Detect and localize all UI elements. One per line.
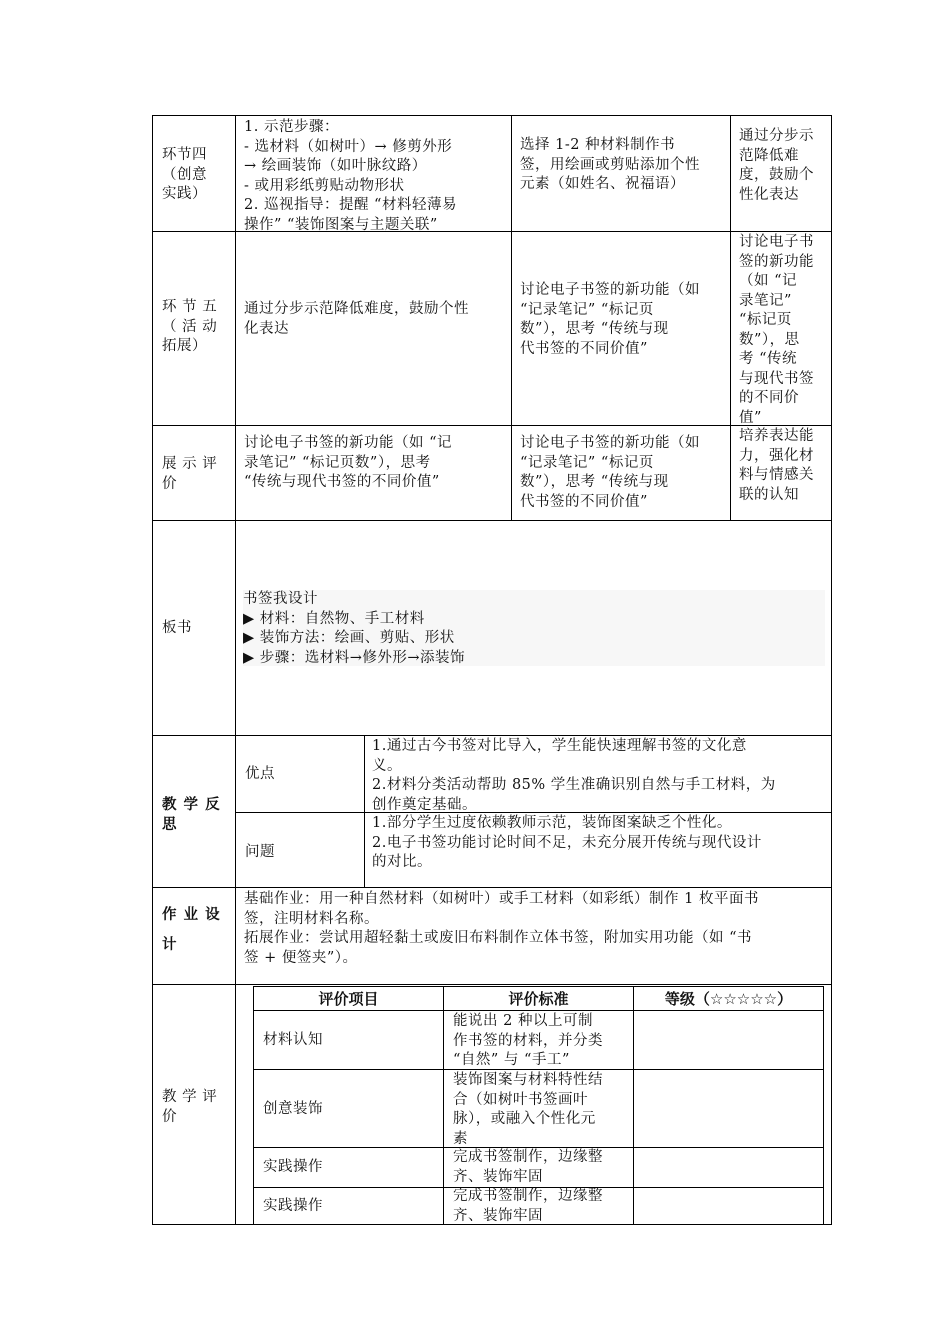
text-line: 教 学 评	[162, 1089, 218, 1105]
homework-label	[162, 900, 232, 960]
text-line: 料与情感关	[739, 467, 814, 483]
text-line: 讨论电子书签的新功能（如	[520, 435, 700, 451]
text-line: 价	[162, 1108, 177, 1125]
text-line: 1. 示范步骤：	[244, 119, 339, 135]
text-line: 数”），思	[739, 331, 800, 348]
board-item: ▶ 材料：自然物、手工材料	[243, 610, 425, 627]
text-line: 操作” “装饰图案与主题关联”	[244, 216, 438, 233]
text-line: 联的认知	[739, 486, 799, 503]
reflect-good	[372, 737, 827, 815]
text-line: 装饰图案与材料特性结	[453, 1072, 603, 1088]
step4-intent	[739, 127, 831, 205]
eval-item: 创意装饰	[263, 1101, 323, 1117]
text-line: - 选材料（如树叶）→ 修剪外形	[244, 138, 453, 155]
eval-item: 实践操作	[263, 1198, 323, 1214]
eval-header-grade: 等级（☆☆☆☆☆）	[664, 990, 793, 1008]
text-line: 素	[453, 1130, 468, 1147]
text-line: 计	[162, 937, 178, 953]
show-label	[162, 455, 232, 494]
reflect-good-label: 优点	[245, 766, 275, 782]
board-label: 板书	[162, 620, 192, 636]
text-line: 讨论电子书签的新功能（如	[520, 282, 700, 298]
text-line: 数”），思考 “传统与现	[520, 474, 669, 490]
text-line: 通过分步示	[739, 128, 814, 144]
step5-label	[162, 298, 232, 357]
text-line: 的对比。	[372, 854, 432, 870]
text-line: 作书签的材料，并分类	[453, 1032, 603, 1049]
text-line: 值”	[739, 409, 762, 426]
text-line: “记录笔记” “标记页	[520, 454, 654, 471]
text-line: 拓展）	[162, 338, 207, 354]
text-line: 拓展作业：尝试用超轻黏土或废旧布料制作立体书签，附加实用功能（如 “书	[244, 930, 753, 946]
text-line: 培养表达能	[739, 428, 814, 444]
text-line: 义。	[372, 757, 402, 774]
text-line: 教 学 反	[162, 797, 221, 813]
text-line: 齐、装饰牢固	[453, 1207, 543, 1224]
reflect-label	[162, 795, 232, 835]
text-line: 完成书签制作，边缘整	[453, 1149, 603, 1165]
eval-standard	[453, 1071, 631, 1149]
text-line: 通过分步示范降低难度，鼓励个性	[244, 301, 469, 317]
text-line: 讨论电子书	[739, 234, 814, 250]
text-line: 思	[162, 817, 178, 833]
text-line: 创作奠定基础。	[372, 796, 477, 813]
homework-content	[244, 890, 829, 968]
text-line: 脉），或融入个性化元	[453, 1111, 596, 1127]
board-item: ▶ 步骤：选材料→修外形→添装饰	[243, 649, 466, 666]
eval-standard	[453, 1012, 631, 1071]
board-title: 书签我设计	[243, 591, 318, 607]
text-line: 范降低难	[739, 147, 799, 164]
text-line: 合（如树叶书签画叶	[453, 1091, 588, 1108]
text-line: 完成书签制作，边缘整	[453, 1188, 603, 1204]
reflect-issue-label: 问题	[245, 844, 275, 860]
text-line: “自然” 与 “手工”	[453, 1052, 570, 1068]
text-line: 1.部分学生过度依赖教师示范，装饰图案缺乏个性化。	[372, 815, 732, 831]
text-line: 代书签的不同价值”	[520, 340, 648, 357]
text-line: 度，鼓励个	[739, 167, 814, 183]
text-line: 环节四	[162, 147, 207, 163]
text-line: 数”），思考 “传统与现	[520, 321, 669, 337]
text-line: “标记页	[739, 312, 792, 328]
reflect-issue	[372, 814, 827, 873]
text-line: 齐、装饰牢固	[453, 1168, 543, 1185]
text-line: 基础作业：用一种自然材料（如树叶）或手工材料（如彩纸）制作 1 枚平面书	[244, 891, 759, 907]
text-line: 作 业 设	[162, 907, 221, 923]
step4-teacher-activity	[244, 118, 510, 235]
eval-item: 实践操作	[263, 1159, 323, 1175]
text-line: 元素（如姓名、祝福语）	[520, 176, 685, 192]
show-student-activity	[520, 434, 728, 512]
eval-header-item: 评价项目	[318, 990, 379, 1008]
text-line: 能说出 2 种以上可制	[453, 1013, 593, 1029]
text-line: （ 活 动	[162, 318, 218, 335]
step5-intent	[739, 233, 831, 428]
text-line: 实践）	[162, 186, 207, 202]
text-line: 录笔记” “标记页数”），思考	[244, 454, 431, 471]
text-line: → 绘画装饰（如叶脉纹路）	[244, 158, 427, 174]
step5-student-activity	[520, 281, 728, 359]
board-item: ▶ 装饰方法：绘画、剪贴、形状	[243, 630, 455, 646]
text-line: 的不同价	[739, 390, 799, 406]
step4-label	[162, 146, 232, 205]
text-line: （如 “记	[739, 273, 798, 289]
text-line: 环 节 五	[162, 299, 218, 315]
text-line: 性化表达	[739, 186, 799, 203]
show-teacher-activity	[244, 434, 510, 493]
text-line: 签的新功能	[739, 253, 814, 270]
eval-header-standard: 评价标准	[508, 990, 569, 1008]
text-line: 录笔记”	[739, 292, 792, 309]
text-line: “记录笔记” “标记页	[520, 301, 654, 318]
text-line: 代书签的不同价值”	[520, 493, 648, 510]
evaluation-label	[162, 1088, 232, 1127]
text-line: 价	[162, 475, 177, 492]
text-line: 化表达	[244, 320, 289, 337]
text-line: 考 “传统	[739, 351, 798, 367]
text-line: 2.材料分类活动帮助 85% 学生准确识别自然与手工材料，为	[372, 777, 776, 793]
step5-teacher-activity	[244, 300, 510, 339]
text-line: 签，用绘画或剪贴添加个性	[520, 156, 700, 173]
text-line: 与现代书签	[739, 370, 814, 387]
blackboard-design	[243, 590, 825, 666]
text-line: 签，注明材料名称。	[244, 910, 379, 927]
eval-standard	[453, 1148, 631, 1187]
text-line: “传统与现代书签的不同价值”	[244, 474, 440, 490]
show-intent	[739, 427, 831, 505]
text-line: 1.通过古今书签对比导入，学生能快速理解书签的文化意	[372, 738, 747, 754]
text-line: 2.电子书签功能讨论时间不足，未充分展开传统与现代设计	[372, 834, 762, 851]
text-line: 选择 1-2 种材料制作书	[520, 137, 676, 153]
text-line: 2. 巡视指导：提醒 “材料轻薄易	[244, 197, 457, 213]
text-line: 讨论电子书签的新功能（如 “记	[244, 435, 453, 451]
eval-standard	[453, 1187, 631, 1226]
text-line: （创意	[162, 166, 207, 183]
step4-student-activity	[520, 136, 728, 195]
text-line: 展 示 评	[162, 456, 218, 472]
text-line: - 或用彩纸剪贴动物形状	[244, 177, 405, 194]
text-line: 签 + 便签夹”）。	[244, 949, 358, 966]
text-line: 力，强化材	[739, 447, 814, 464]
eval-item: 材料认知	[263, 1032, 323, 1048]
